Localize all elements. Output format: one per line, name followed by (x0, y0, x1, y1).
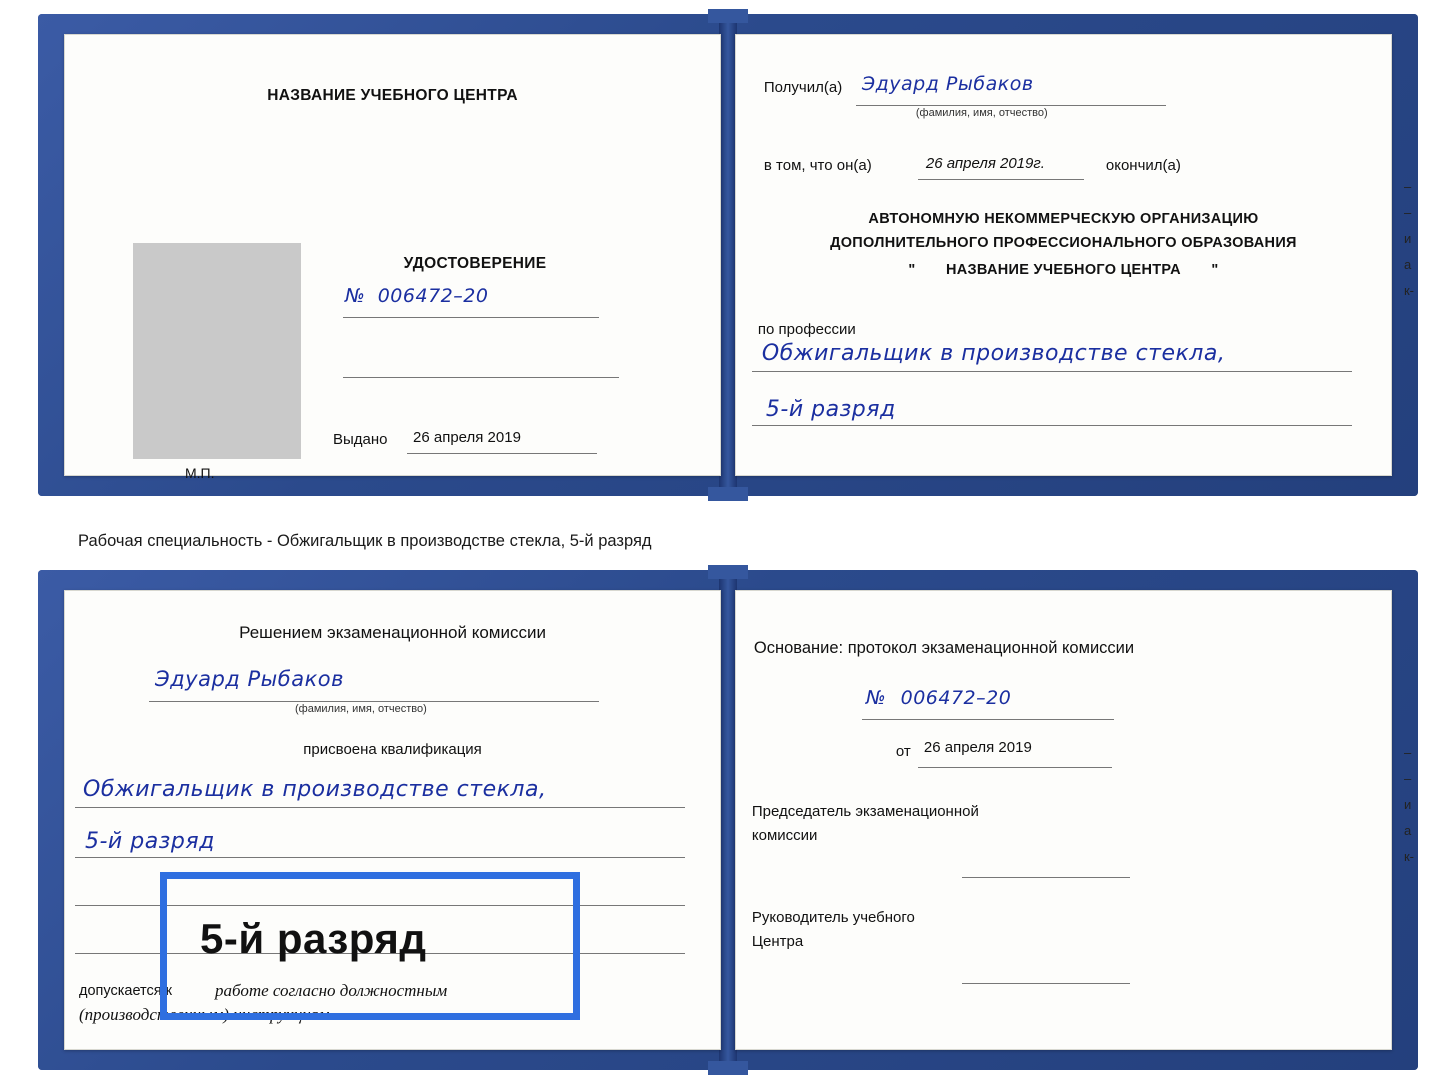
protocol-number: 006472–20 (900, 687, 1012, 709)
bottom-edge-column (1404, 740, 1414, 870)
edge-char-3: а (1403, 257, 1412, 272)
blank-rule (343, 377, 619, 378)
top-right-page (735, 34, 1392, 476)
basis-label: Основание: протокол экзаменационной комиссии (753, 639, 1135, 657)
grade-highlight-label: 5-й разряд (200, 915, 427, 962)
quote-open: " (908, 262, 916, 278)
chairman-label-line-1: Председатель экзаменационной (751, 803, 979, 820)
edge2-char-3: а (1403, 823, 1412, 838)
fio-hint: (фамилия, имя, отчество) (915, 107, 1048, 119)
profession-rule-1 (752, 371, 1352, 372)
number-symbol: № (345, 285, 366, 307)
protocol-number-rule (862, 719, 1114, 720)
fio-hint-2: (фамилия, имя, отчество) (295, 703, 427, 715)
page-caption: Рабочая специальность - Обжигальщик в производстве стекла, 5-й разряд (78, 532, 652, 550)
edge2-char-2: и (1403, 797, 1412, 812)
received-rule (856, 105, 1166, 106)
issued-label: Выдано (333, 431, 388, 448)
protocol-number-symbol: № (865, 687, 887, 709)
edge-char-2: и (1403, 231, 1412, 246)
head-signature-rule (962, 983, 1130, 984)
edge-char-0: – (1403, 179, 1412, 194)
edge2-char-0: – (1403, 745, 1412, 760)
booklet-tab-bottom (708, 487, 748, 501)
booklet-tab-top (708, 9, 748, 23)
chairman-signature-rule (962, 877, 1130, 878)
training-center-title: НАЗВАНИЕ УЧЕБНОГО ЦЕНТРА (267, 87, 518, 104)
top-left-page (64, 34, 721, 481)
top-edge-column (1404, 174, 1414, 304)
certificate-number: 006472–20 (377, 285, 489, 307)
from-date-rule (918, 767, 1112, 768)
org-line-1: АВТОНОМНУЮ НЕКОММЕРЧЕСКУЮ ОРГАНИЗАЦИЮ (868, 211, 1259, 227)
grade-value: 5-й разряд (765, 397, 896, 422)
allowed-value-line-2: (производственным) инструкциям (79, 1005, 330, 1024)
finished-label: окончил(а) (1105, 157, 1181, 174)
top-booklet (38, 14, 1418, 496)
qual-rule-2 (75, 857, 685, 858)
finish-date: 26 апреля 2019г. (925, 155, 1045, 172)
allowed-label: допускается к (79, 983, 172, 999)
photo-placeholder (133, 243, 301, 459)
org-name: НАЗВАНИЕ УЧЕБНОГО ЦЕНТРА (946, 262, 1181, 278)
received-name: Эдуард Рыбаков (861, 73, 1034, 95)
stamp-label: М.П. (185, 465, 215, 481)
finish-date-rule (918, 179, 1084, 180)
graduate-name: Эдуард Рыбаков (155, 667, 344, 691)
edge-char-1: – (1403, 205, 1412, 220)
edge-char-4: к- (1403, 283, 1414, 298)
booklet-tab-bottom-2 (708, 1061, 748, 1075)
allowed-value-line-1: работе согласно должностным (215, 981, 448, 1000)
qualification-value: Обжигальщик в производстве стекла, (83, 777, 547, 802)
bottom-right-page (735, 590, 1392, 1050)
number-rule (343, 317, 599, 318)
profession-rule-2 (752, 425, 1352, 426)
document-type-title: УДОСТОВЕРЕНИЕ (403, 255, 547, 272)
issued-date: 26 апреля 2019 (413, 429, 521, 446)
head-label-line-1: Руководитель учебного (751, 909, 915, 926)
qualification-grade: 5-й разряд (85, 829, 215, 854)
chairman-label-line-2: комиссии (751, 827, 818, 844)
quote-close: " (1211, 262, 1219, 278)
from-date: 26 апреля 2019 (923, 739, 1032, 756)
qualification-label: присвоена квалификация (303, 741, 482, 758)
profession-label: по профессии (757, 321, 856, 338)
commission-decision-header: Решением экзаменационной комиссии (239, 623, 546, 642)
name-rule (149, 701, 599, 702)
profession-value: Обжигальщик в производстве стекла, (761, 341, 1226, 366)
org-line-2: ДОПОЛНИТЕЛЬНОГО ПРОФЕССИОНАЛЬНОГО ОБРАЗОВАНИЯ (830, 235, 1297, 251)
that-he-label: в том, что он(а) (763, 157, 872, 174)
qual-rule-1 (75, 807, 685, 808)
from-label: от (895, 743, 911, 760)
edge2-char-4: к- (1403, 849, 1414, 864)
booklet-tab-top-2 (708, 565, 748, 579)
received-label: Получил(а) (763, 79, 843, 96)
edge2-char-1: – (1403, 771, 1412, 786)
issued-rule (407, 453, 597, 454)
head-label-line-2: Центра (751, 933, 804, 950)
